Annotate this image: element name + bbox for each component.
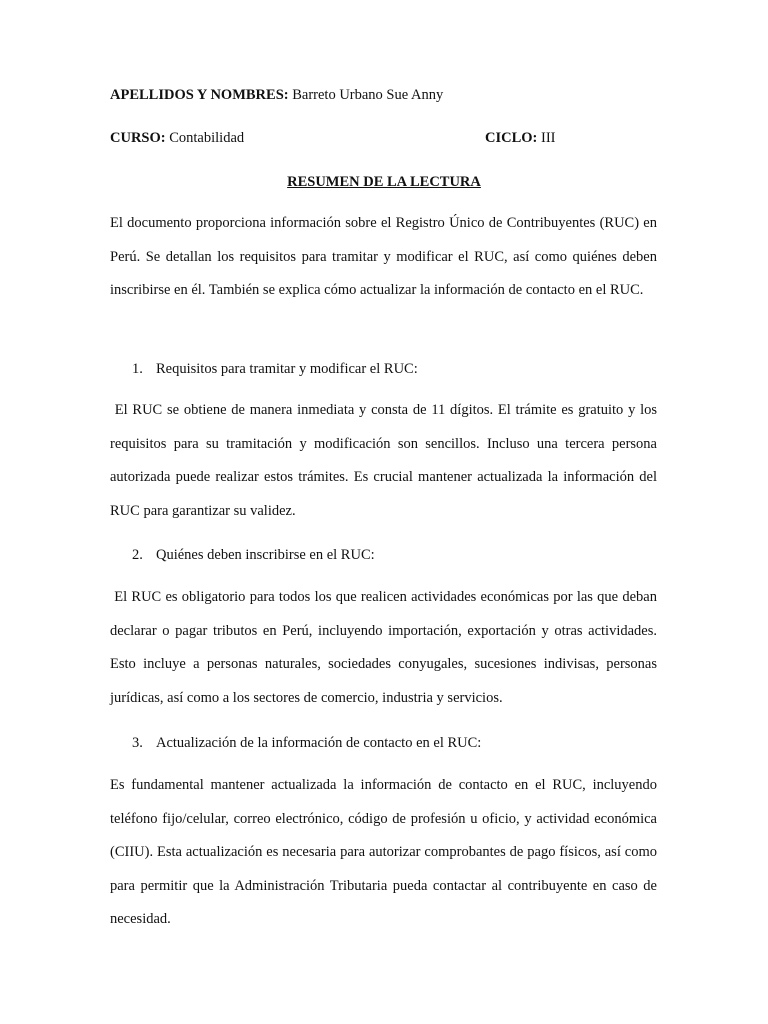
document-title: RESUMEN DE LA LECTURA xyxy=(287,174,481,190)
section-3-heading xyxy=(132,733,481,753)
course-line xyxy=(110,128,658,148)
section-2-heading-text: Quiénes deben inscribirse en el RUC: xyxy=(156,547,375,563)
section-3-number: 3. xyxy=(132,735,143,751)
names-label: APELLIDOS Y NOMBRES: xyxy=(110,87,289,103)
section-2-heading xyxy=(132,545,375,565)
section-3-heading-text: Actualización de la información de contacto en el RUC: xyxy=(156,735,482,751)
section-2-body-text: El RUC es obligatorio para todos los que realicen actividades económicas por las que deban declarar o pagar tributos en Perú, incluyendo importación, exportación y otras actividades. Esto incluye a personas naturales, sociedades conyugales, sucesiones indivisas, personas jurídicas, así como a los sectores de comercio, industria y servicios. xyxy=(110,589,657,706)
section-1-number: 1. xyxy=(132,361,143,377)
curso-value: Contabilidad xyxy=(169,130,245,146)
section-1-heading-text: Requisitos para tramitar y modificar el RUC: xyxy=(156,361,418,377)
names-value: Barreto Urbano Sue Anny xyxy=(292,87,444,103)
section-1-body-text: El RUC se obtiene de manera inmediata y consta de 11 dígitos. El trámite es gratuito y los requisitos para su tramitación y modificación son sencillos. Incluso una tercera persona autorizada puede realizar estos trámites. Es crucial mantener actualizada la información del RUC para garantizar su validez. xyxy=(110,402,658,519)
intro-paragraph: El documento proporciona información sobre el Registro Único de Contribuyentes (RUC) en Perú. Se detallan los requisitos para tramitar y modificar el RUC, así como quiénes deben inscribirse en él. También se explica cómo actualizar la información de contacto en el RUC. xyxy=(110,215,657,299)
student-names-line xyxy=(110,85,658,105)
section-1-heading xyxy=(132,359,418,379)
section-1-body xyxy=(110,394,657,528)
ciclo-value: III xyxy=(541,130,556,146)
ciclo-group xyxy=(485,128,556,148)
curso-label: CURSO: xyxy=(110,130,166,146)
section-2-number: 2. xyxy=(132,547,143,563)
section-2-body xyxy=(110,581,657,715)
section-3-body: Es fundamental mantener actualizada la información de contacto en el RUC, incluyendo teléfono fijo/celular, correo electrónico, código de profesión u oficio, y actividad económica (CIIU). Esta actualización es necesaria para autorizar comprobantes de pago físicos, así como para permitir que la Administración Tributaria pueda contactar al contribuyente en caso de necesidad. xyxy=(110,777,657,928)
ciclo-label: CICLO: xyxy=(485,130,538,146)
